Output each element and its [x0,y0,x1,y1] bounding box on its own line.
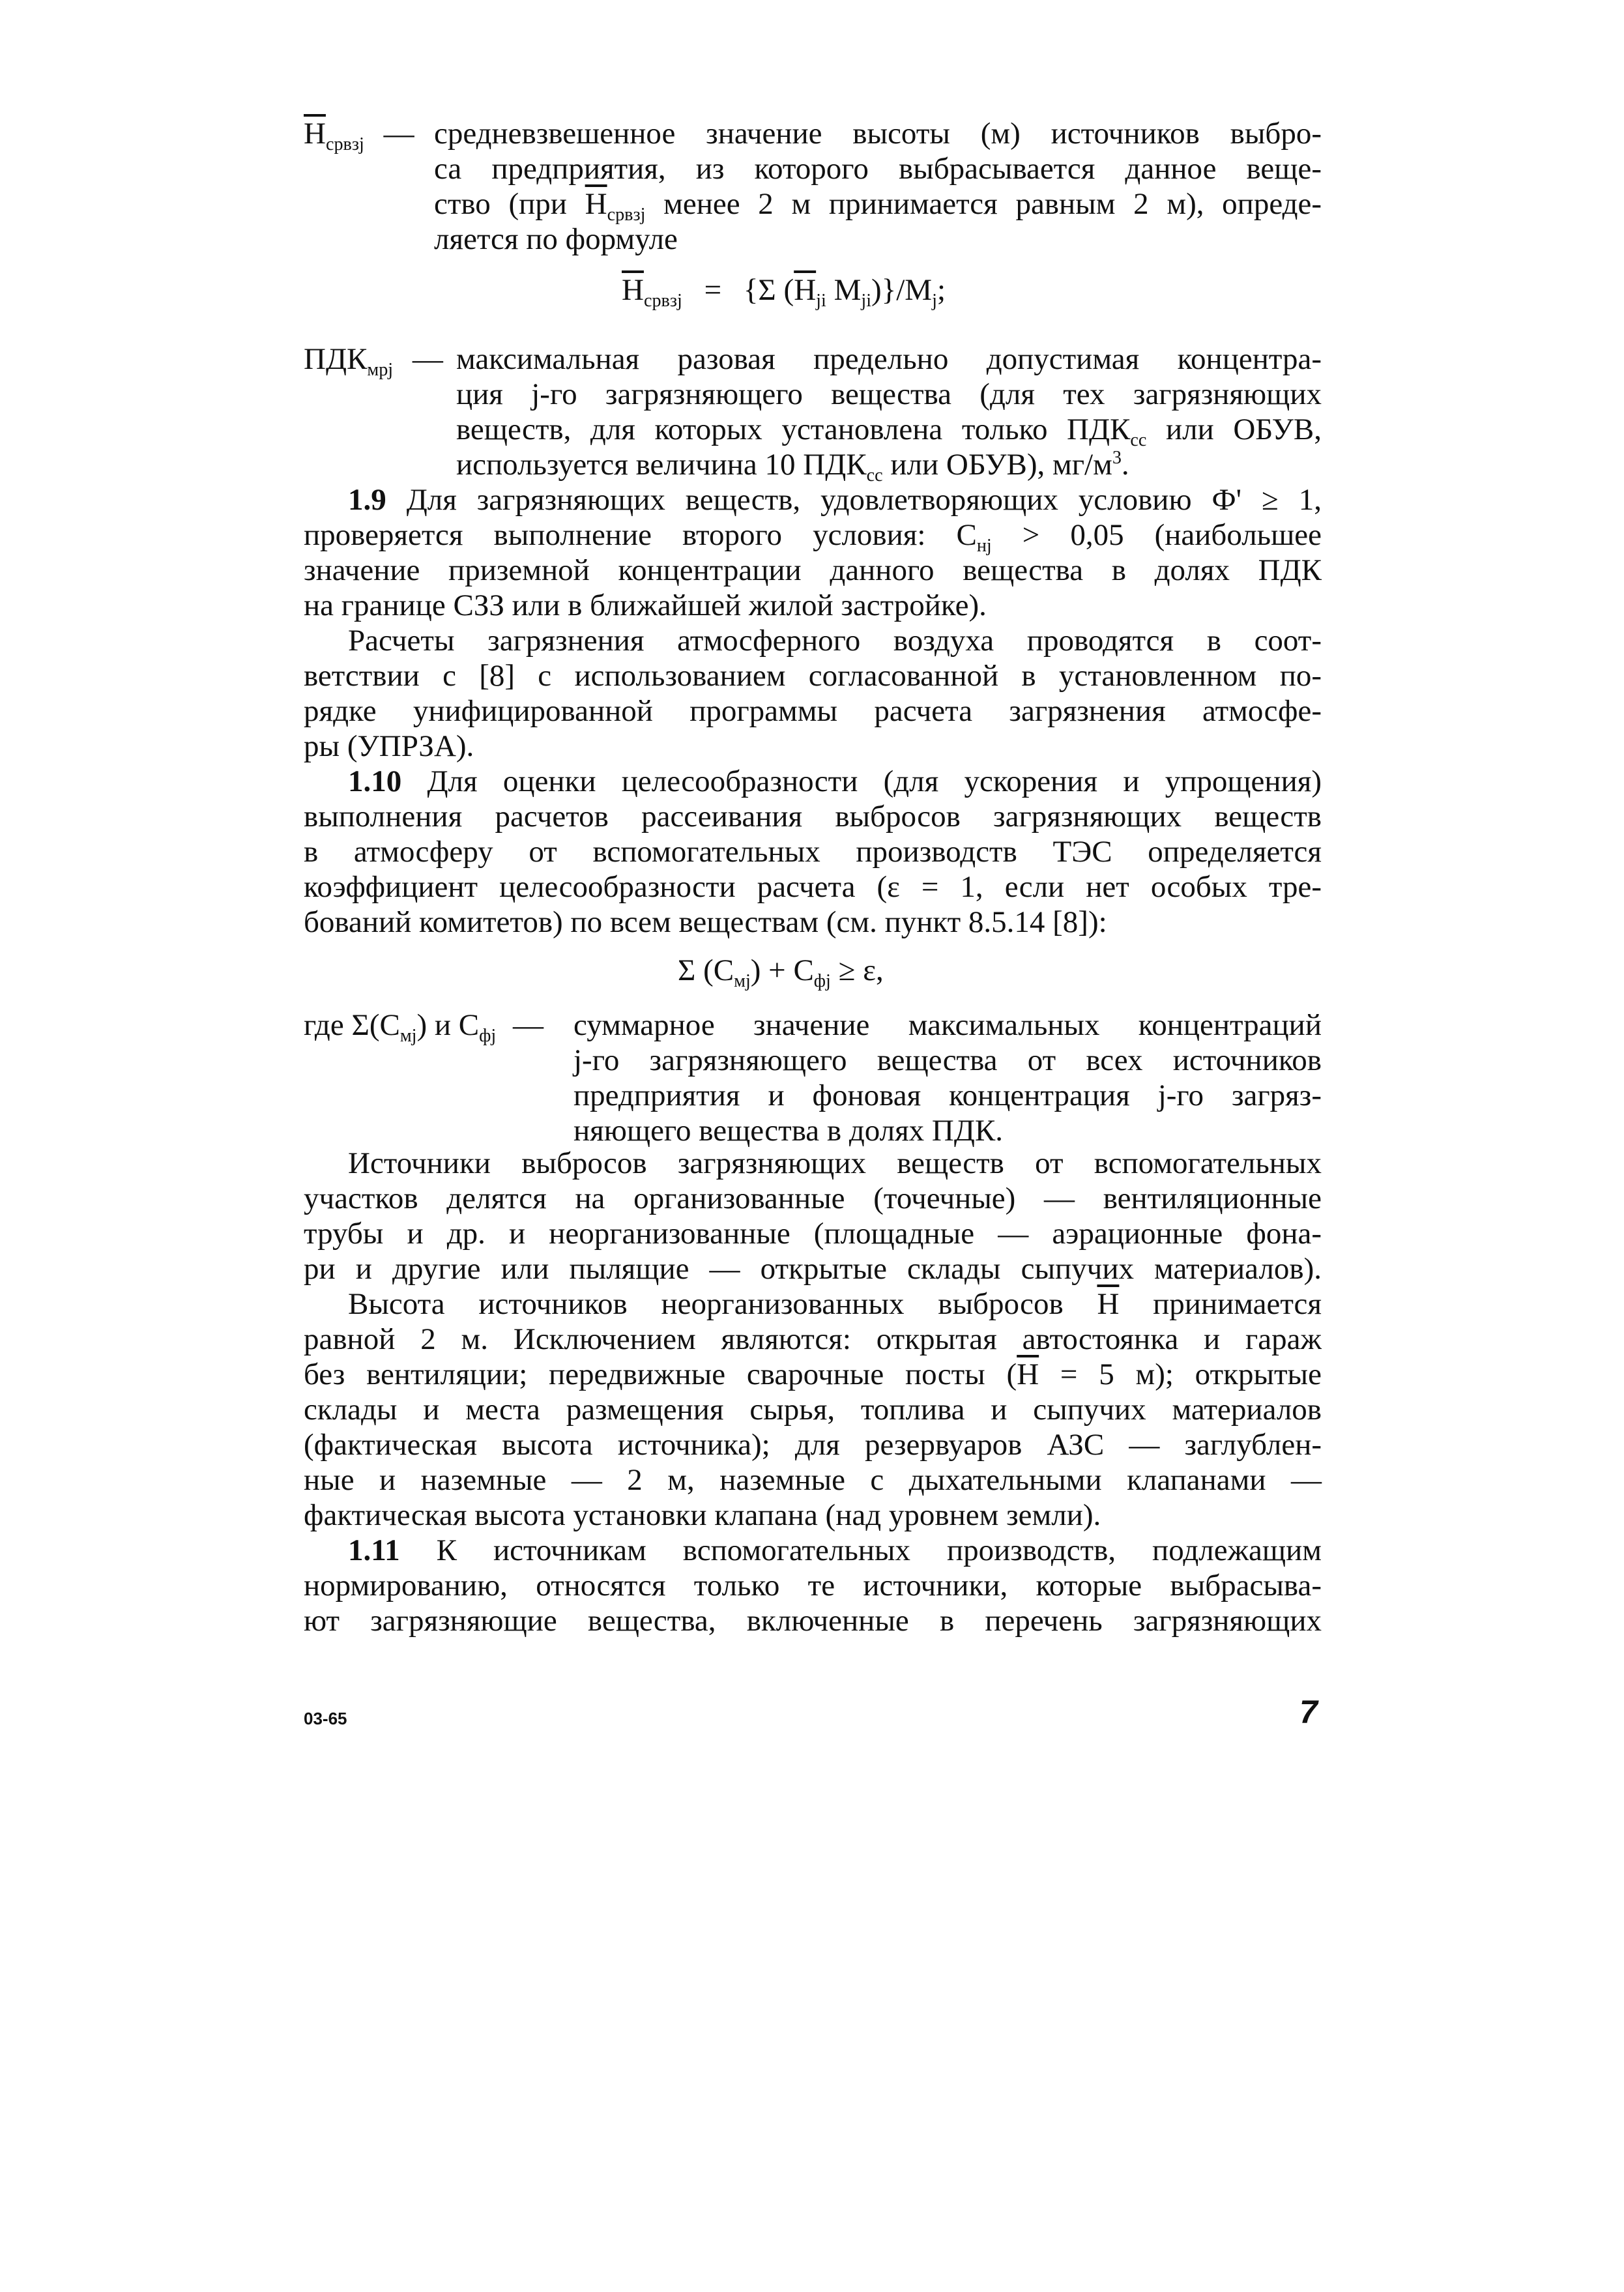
formula-h-avg: $\overline{H}_{срвзj} = \{\Sigma$ ($\overline{H}_{ji}$ $M_{ji})\}/M_j$; [622,273,946,311]
formula-feasibility: Σ $(С_{мj}) + С_{фj} \ge \varepsilon$, [678,953,884,991]
definition-text-sum: суммарное значение максимальных концентраций j-го загрязняющего вещества от всех источников предприятия и фоновая концентрация j-го загряз- няющего вещества в долях ПДК. [573,1008,1322,1148]
paragraph-sources: Источники выбросов загрязняющих веществ от вспомогательных участков делятся на организованные (точечные) — вентиляционные трубы и др. и неорганизованные (площадные — аэрационные фона- ри и другие или пылящие — открытые склады сыпучих материалов). [304,1146,1322,1286]
definition-text-h-avg: средневзвешенное значение высоты (м) источников выбро- са предприятия, из которого выбрасывается данное веще- ство (при $\overline{H}_{срвзj}$ менее 2 м принимается равным 2 м), опреде- ляется по формуле [434,117,1322,256]
definition-term-sum: где $\Sigma(С_{мj})$ и $С_{фj}$ — [304,1008,544,1046]
definition-term-pdk: $ПДК_{мрj}$ — [304,342,443,380]
paragraph-calculations: Расчеты загрязнения атмосферного воздуха проводятся в соот- ветствии с [8] с использованием согласованной в установленном по- рядке унифицированной программы расчета загрязнения атмосфе- ры (УПРЗА). [304,624,1322,763]
paragraph-1-11: 1.11 К источникам вспомогательных производств, подлежащим нормированию, относятся только те источники, которые выбрасыва- ют загрязняющие вещества, включенные в перечень загрязняющих [304,1533,1322,1638]
page-number: 7 [1299,1694,1318,1730]
paragraph-1-10: 1.10 Для оценки целесообразности (для ускорения и упрощения) выполнения расчетов рассеивания выбросов загрязняющих веществ в атмосферу от вспомогательных производств ТЭС определяется коэффициент целесообразности расчета (ε = 1, если нет особых тре- бований комитетов) по всем веществам (см. пункт 8.5.14 [8]): [304,764,1322,939]
footer-document-code: 03-65 [304,1709,347,1728]
paragraph-1-9: 1.9 Для загрязняющих веществ, удовлетворяющих условию Ф' ≥ 1, проверяется выполнение второго условия: $С_{нj} > 0,05$ (наибольшее значение приземной концентрации данного вещества в долях ПДК на границе СЗЗ или в ближайшей жилой застройке). [304,483,1322,622]
definition-term-h-avg: $\overline{H}_{срвзj}$ — [304,117,414,154]
paragraph-height: Высота источников неорганизованных выбросов $\overline{H}$ принимается равной 2 м. Исключением являются: открытая автостоянка и гараж без вентиляции; передвижные сварочные посты ($\overline{H} = 5$ м); открытые склады и места размещения сырья, топлива и сыпучих материалов (фактическая высота источника); для резервуаров АЗС — заглублен- ные и наземные — 2 м, наземные с дыхательными клапанами — фактическая высота установки клапана (над уровнем земли). [304,1287,1322,1532]
definition-text-pdk: максимальная разовая предельно допустимая концентра- ция j-го загрязняющего вещества (для тех загрязняющих веществ, для которых установлена только $ПДК_{сс}$ или ОБУВ, используется величина 10 $ПДК_{сс}$ или ОБУВ), $мг/м^3$. [456,342,1322,486]
